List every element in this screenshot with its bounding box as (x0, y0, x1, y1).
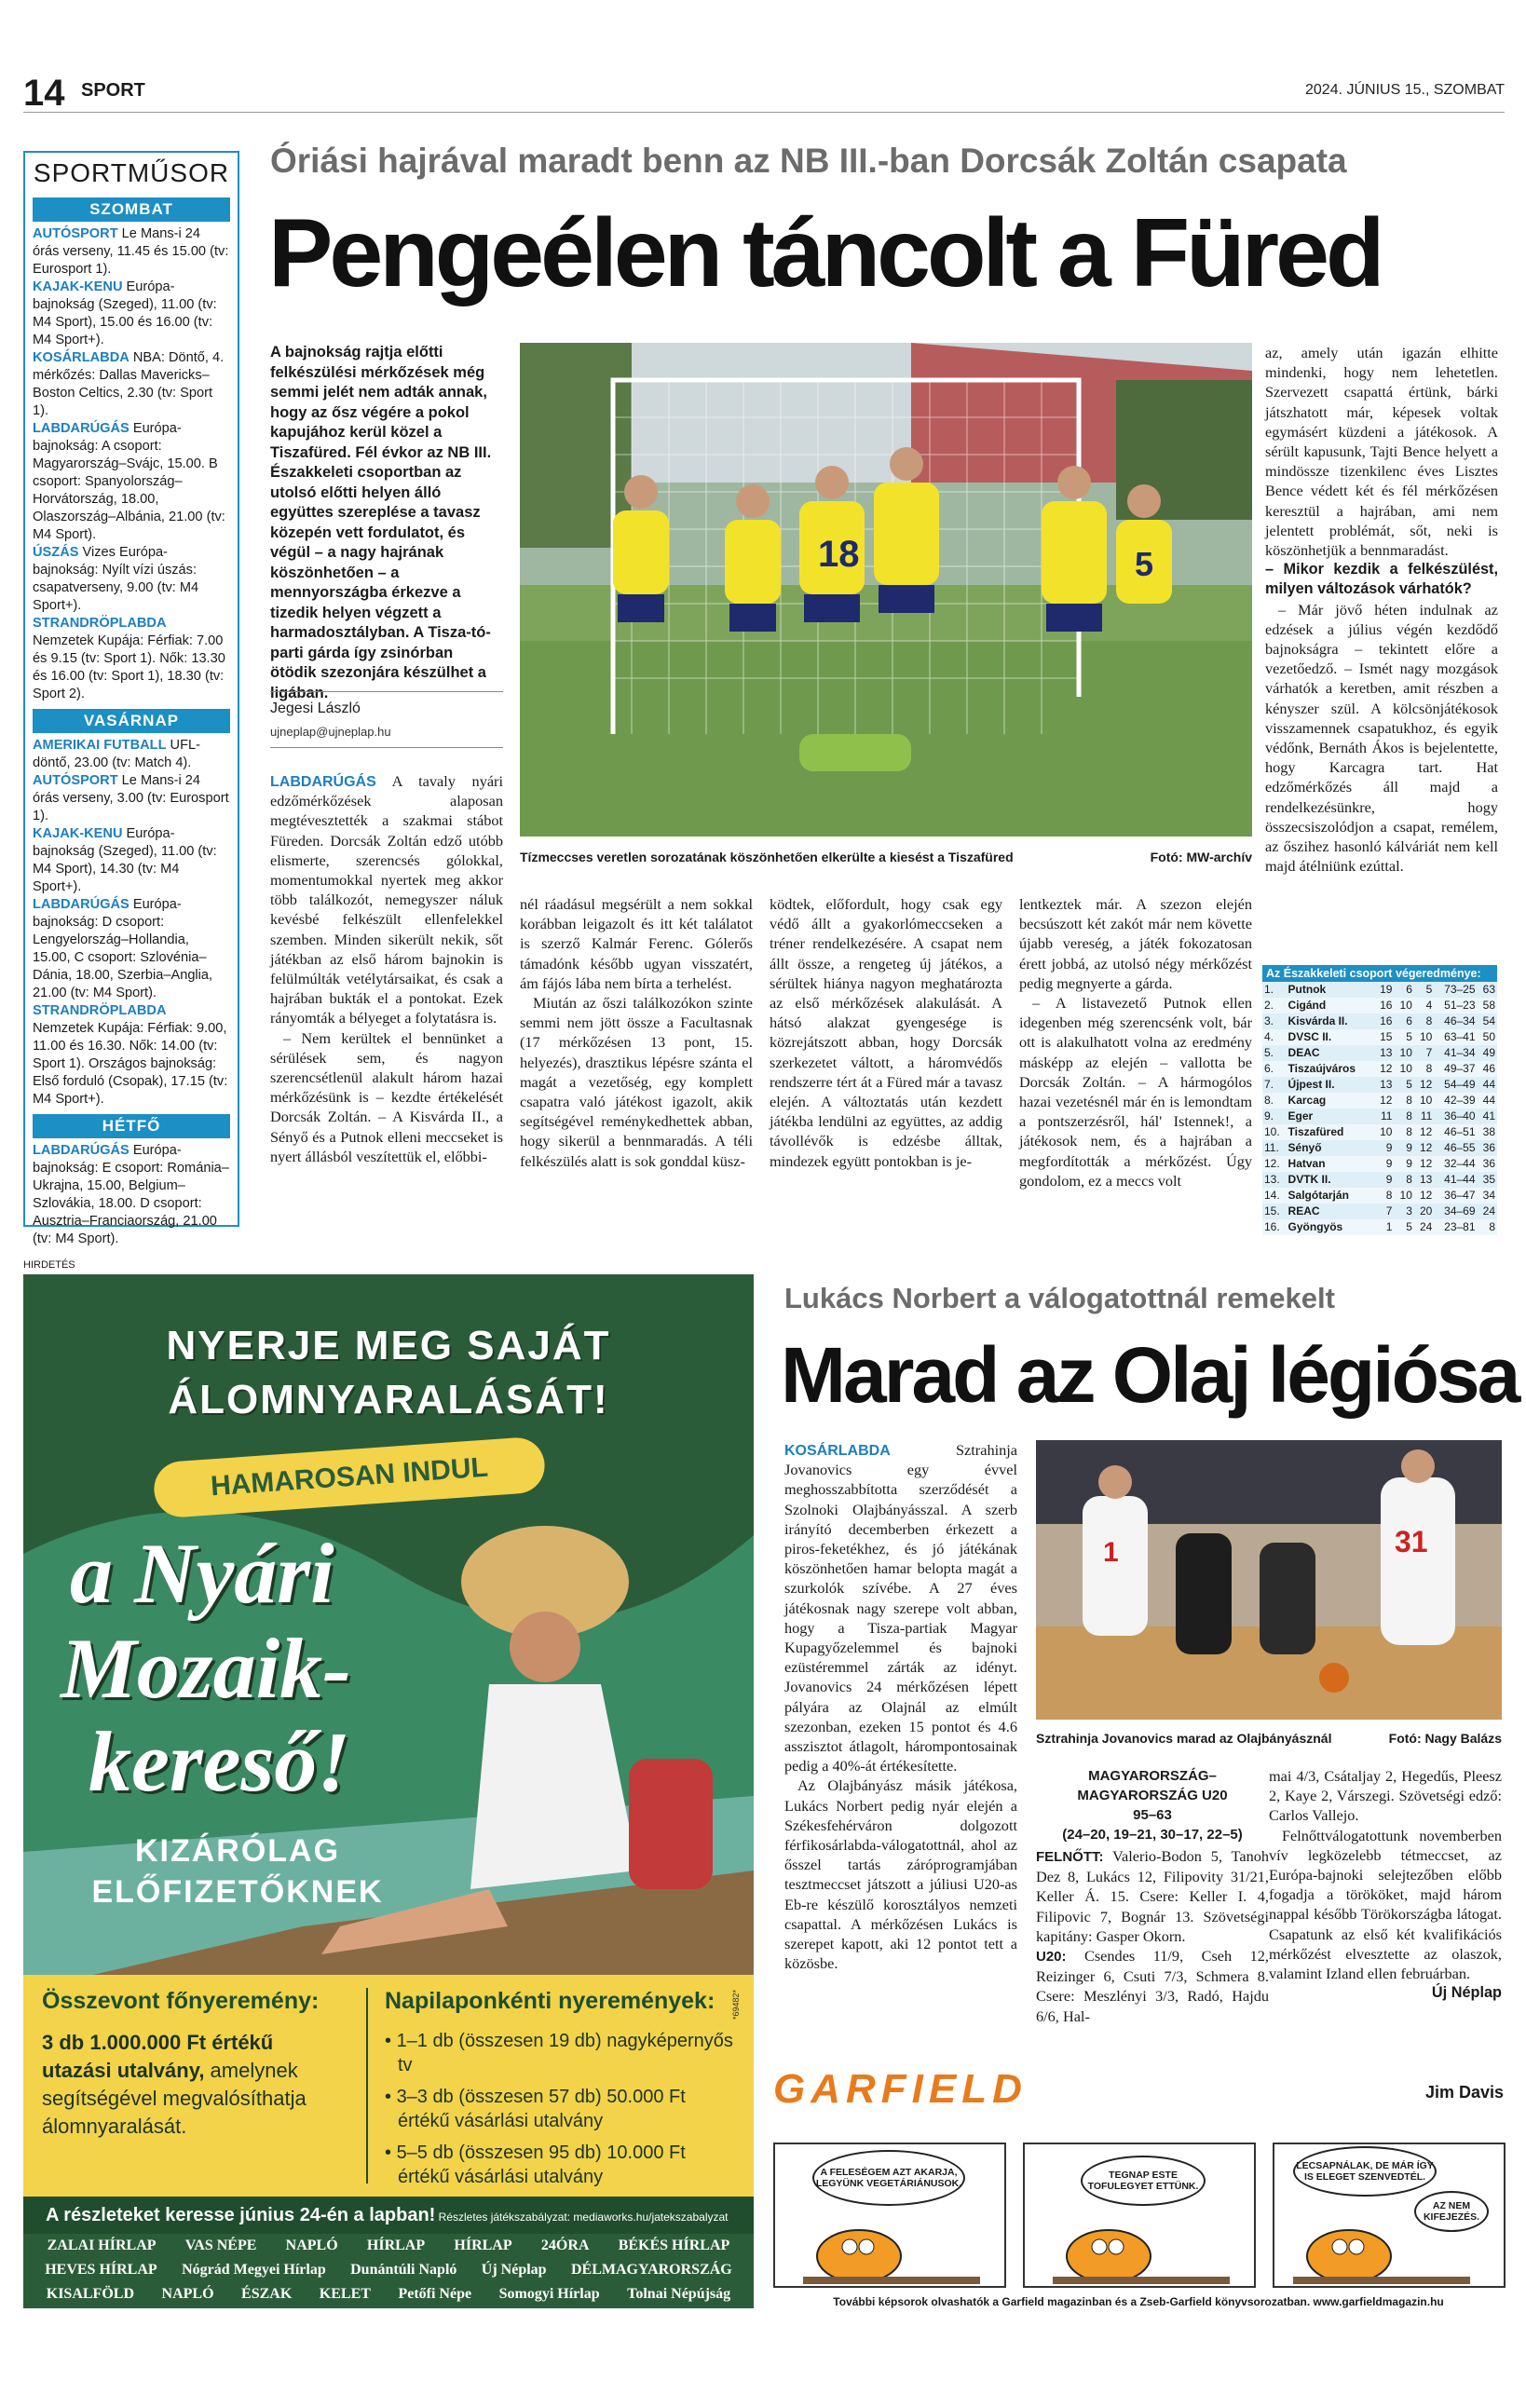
newspaper-logo: 24ÓRA (540, 2238, 590, 2253)
newspaper-logo: KELET (319, 2286, 371, 2302)
standings-row: 6. Tiszaújváros 12 10 8 49–37 46 (1264, 1062, 1495, 1075)
schedule-list (33, 197, 230, 1248)
sport-schedule-box (23, 151, 239, 1246)
standings-row: 5. DEAC 13 10 7 41–34 49 (1264, 1046, 1495, 1059)
sport-schedule-title: SPORTMŰSOR (33, 158, 230, 187)
standings-table (1262, 965, 1497, 1235)
section-name: SPORT (81, 80, 145, 101)
svg-text:5: 5 (1135, 545, 1154, 583)
article1-email[interactable]: ujneplap@ujneplap.hu (270, 725, 391, 739)
speech-bubble-1: A FELESÉGEM AZT AKARJA, LEGYÜNK VEGETÁRIÁNUSOK. (812, 2150, 965, 2206)
ad-main-prize-text: 3 db 1.000.000 Ft értékű utazási utalvány, amelynek segítségével megvalósíthatja álomnyaralását. (42, 2031, 307, 2138)
article1-photo (520, 343, 1252, 837)
svg-text:31: 31 (1395, 1525, 1428, 1558)
newspaper-logo: VAS NÉPE (184, 2238, 257, 2253)
schedule-item: LABDARÚGÁS Európa-bajnokság: D csoport: Lengyelország–Hollandia, 15.00, C csoport: Szlovénia–Dánia, 18.00, Szerbia–Anglia, 21.00 (tv: M4 Sport). (33, 897, 213, 1000)
article2-photo-caption: Sztrahinja Jovanovics marad az Olajbányásznál (1036, 1731, 1332, 1746)
schedule-item: AMERIKAI FUTBALL UFL-döntő, 23.00 (tv: Match 4). (33, 738, 200, 770)
standings-row: 8. Karcag 12 8 10 42–39 44 (1264, 1094, 1495, 1107)
ad-code: *69482* (731, 1989, 741, 2020)
schedule-item: ÚSZÁS Vizes Európa-bajnokság: Nyílt vízi úszás: csapatverseny, 9.00 (tv: M4 Sport+). (33, 545, 199, 613)
ad-script-line3: kereső! (89, 1714, 351, 1809)
ad-headline-line1: NYERJE MEG SAJÁT (166, 1323, 611, 1368)
ad-exclusive-line2: ELŐFIZETŐKNEK (91, 1874, 384, 1910)
ad-label: HIRDETÉS (23, 1259, 75, 1271)
speech-bubble-4: AZ NEM KIFEJEZÉS. (1414, 2191, 1489, 2232)
schedule-day-header: SZOMBAT (33, 197, 230, 222)
ad-badge: HAMAROSAN INDUL (152, 1435, 546, 1518)
standings-row: 1. Putnok 19 6 5 73–25 63 (1264, 983, 1495, 996)
article1-column-4: lentkeztek már. A szezon elején becsúszott két zakót már nem követte újabb vereség, a játék fokozatosan érett jobbá, az utolsó négy mérkőzést pedig megnyerte a gárda. – A listavezető Putnok ellen idegenben még szerencsénk volt, bár ott is alakulhatott volna az eredmény másképp az elején – vallotta be Dorcsák Zoltán. – A hármogólos hazai vezetésnél már én is lemondtam a pontszerzésről, hál' Istennek!, a játékosok nem, és a hajrában a megfordították a mérkőzést. Úgy gondolom, ez a meccs volt (1019, 895, 1252, 1190)
speech-bubble-2: TEGNAP ESTE TOFULEGYET ETTÜNK. (1081, 2156, 1206, 2206)
newspaper-logo: ZALAI HÍRLAP (47, 2238, 157, 2253)
garfield-title: GARFIELD (773, 2066, 1028, 2112)
newspaper-logo: BÉKÉS HÍRLAP (618, 2238, 730, 2253)
standings-row: 7. Újpest II. 13 5 12 54–49 44 (1264, 1078, 1495, 1091)
ad-daily-prize: • 1–1 db (összesen 19 db) nagyképernyős tv (385, 2031, 733, 2075)
ad-script-line1: a Nyári (70, 1526, 334, 1621)
newspaper-logo: Petőfi Népe (398, 2286, 472, 2302)
garfield-comic (773, 2066, 1504, 2318)
newspaper-logo: Dunántúli Napló (350, 2262, 457, 2278)
schedule-item: KAJAK-KENU Európa-bajnokság (Szeged), 11.00 (tv: M4 Sport), 15.00 és 16.00 (tv: M4 Sport+). (33, 279, 217, 347)
article1-section-tag: LABDARÚGÁS (270, 774, 376, 790)
standings-row: 15. REAC 7 3 20 34–69 24 (1264, 1204, 1495, 1218)
standings-row: 12. Hatvan 9 9 12 32–44 36 (1264, 1157, 1495, 1170)
speech-bubble-3: LECSAPNÁLAK, DE MÁR ÍGY IS ELEGET SZENVEDTÉL. (1293, 2146, 1437, 2197)
article1-photo-caption: Tízmeccses veretlen sorozatának köszönhetően elkerülte a kiesést a Tiszafüred (520, 850, 1014, 864)
standings-row: 11. Sényő 9 9 12 46–55 36 (1264, 1141, 1495, 1154)
newspaper-logo: HÍRLAP (366, 2238, 426, 2253)
article2-kicker: Lukács Norbert a válogatottnál remekelt (784, 1282, 1335, 1314)
ad-exclusive-line1: KIZÁRÓLAG (134, 1833, 341, 1869)
article1-author: Jegesi László (270, 701, 361, 716)
standings-row: 9. Eger 11 8 11 36–40 41 (1264, 1109, 1495, 1122)
schedule-item: KOSÁRLABDA NBA: Döntő, 4. mérkőzés: Dallas Mavericks–Boston Celtics, 2.30 (tv: Sport 1). (33, 350, 225, 418)
newspaper-logo: Új Néplap (481, 2262, 547, 2278)
garfield-cat-icon-2 (1293, 2210, 1470, 2284)
standings-row: 14. Salgótarján 8 10 12 36–47 34 (1264, 1189, 1495, 1202)
article2-column-3: mai 4/3, Csátaljay 2, Hegedűs, Pleesz 2, Kaye 2, Várszegi. Szövetségi edző: Carlos Vallejo. Felnőttválogatottunk novemberben vív legközelebb tétmeccset, az Európa-bajnoki selejtezőben előbb fogadja a törököket, majd három nappal később Törökországba látogat. Csapatunk az első két kvalifikációs mérkőzést elvesztette az olaszok, valamint Izland ellen februárban. Új Néplap (1269, 1766, 1502, 2003)
standings-row: 3. Kisvárda II. 16 6 8 46–34 54 (1264, 1014, 1495, 1027)
page-number: 14 (23, 73, 65, 114)
schedule-item: LABDARÚGÁS Európa-bajnokság: A csoport: Magyarország–Svájc, 15.00. B csoport: Spanyolország–Horvátország, 18.00, Olaszország–Albánia, 21.00 (tv: M4 Sport). (33, 421, 225, 542)
article1-headline: Pengeélen táncolt a Füred (268, 199, 1382, 307)
article1-column-2: nél ráadásul megsérült a nem sokkal korábban leigazolt és itt két találatot is szerző Kalmár Ferenc. Gólerős támadónk később ugyan visszatért, ám fájós lába nem bírta a terhelést. Miután az őszi találkozókon szinte semmi nem jött össze a Facultasnak (17 mérkőzésen 13 pont, 15. helyezés), drasztikus lépésre szánta el magát a vezetőség, egy komplett csapatra való játékost igazolt, akik segítségével reménykedhettek abban, hogy sikerül a bennmaradás. A téli felkészülés alatt is sok gonddal küsz- (520, 895, 753, 1170)
schedule-item: LABDARÚGÁS Európa-bajnokság: E csoport: Románia–Ukrajna, 15.00, Belgium–Szlovákia, 18.00. D csoport: Ausztria–Franciaország, 21.00 (tv: M4 Sport). (33, 1143, 229, 1246)
result-title-2: MAGYARORSZÁG U20 (1077, 1788, 1228, 1803)
ad-daily-prize: • 3–3 db (összesen 57 db) 50.000 Ft értékű vásárlási utalvány (385, 2087, 686, 2131)
article2-headline: Marad az Olaj légiósa (781, 1331, 1519, 1419)
comic-panel-1 (773, 2143, 1006, 2288)
result-score: 95–63 (1133, 1807, 1172, 1823)
garfield-cat-icon (803, 2210, 980, 2284)
newspaper-logo: DÉLMAGYARORSZÁG (570, 2262, 732, 2278)
standings-row: 4. DVSC II. 15 5 10 63–41 50 (1264, 1030, 1495, 1043)
article1-lead: A bajnokság rajtja előtti felkészülési mérkőzések még semmi jelét nem adták annak, hogy az ősz végére a pokol kapujához kerül közel a Tiszafüred. Fél évkor az NB III. Északkeleti csoportban az utolsó előtti helyen álló együttes szereplése a tavasz közepén vett fordulatot, és végül – a nagy hajrának köszönhetően – a mennyországba érkezve a tizedik helyen végzett a harmadosztályban. A Tisza-tó-parti gárda így zsinórban ötödik szezonjára készülhet a ligában. (270, 344, 492, 701)
ad-footer-bar: A részleteket keresse június 24-én a lapban! Részletes játékszabályzat: mediaworks.hu/jatekszabalyzat (23, 2197, 754, 2234)
article2-photo-credit: Fotó: Nagy Balázs (1388, 1731, 1502, 1746)
ad-daily-prize: • 5–5 db (összesen 95 db) 10.000 Ft értékű vásárlási utalvány (385, 2143, 686, 2187)
newspaper-logo: Nógrád Megyei Hírlap (182, 2262, 326, 2278)
schedule-day-header: HÉTFŐ (33, 1114, 230, 1138)
article2-photo (1036, 1440, 1502, 1720)
garfield-author: Jim Davis (1424, 2083, 1504, 2102)
newspaper-logos (23, 2234, 754, 2308)
issue-date: 2024. JÚNIUS 15., SZOMBAT (1305, 82, 1505, 98)
standings-row: 16. Gyöngyös 1 5 24 23–81 8 (1264, 1220, 1495, 1233)
schedule-item: STRANDRÖPLABDA Nemzetek Kupája: Férfiak: 9.00, 11.00 és 16.30. Nők: 14.00 (tv: Sport 1). Országos bajnokság: Első forduló (Csopak), 17.15 (tv: M4 Sport+). (33, 1003, 228, 1107)
newspaper-logo-row (23, 2234, 754, 2258)
result-title-1: MAGYARORSZÁG– (1088, 1768, 1217, 1784)
svg-text:18: 18 (818, 534, 860, 575)
schedule-item: AUTÓSPORT Le Mans-i 24 órás verseny, 11.45 és 15.00 (tv: Eurosport 1). (33, 226, 229, 277)
newspaper-logo: Tolnai Népújság (627, 2286, 731, 2302)
newspaper-logo-row (23, 2258, 754, 2282)
comic-panel-3 (1273, 2143, 1506, 2288)
ad-prize-panel (23, 1975, 754, 2197)
ad-script-line2: Mozaik- (61, 1621, 351, 1716)
ad-daily-list (385, 2029, 739, 2197)
svg-text:1: 1 (1103, 1537, 1119, 1568)
newspaper-logo-row (23, 2282, 754, 2306)
garfield-footer: További képsorok olvashatók a Garfield magazinban és a Zseb-Garfield könyvsorozatban. www.garfieldmagazin.hu (833, 2295, 1444, 2308)
advertisement[interactable] (23, 1274, 754, 2308)
article2-result-box: MAGYARORSZÁG– MAGYARORSZÁG U20 95–63 (24–20, 19–21, 30–17, 22–5) FELNŐTT: Valerio-Bodon 5, Tanoh Dez 8, Lukács 12, Filipovity 31/21, Keller Á. 15. Csere: Keller I. 4, Filipovic 7, Bognár 13. Szövetségi kapitány: Gasper Okorn. U20: Csendes 11/9, Cseh 12, Reizinger 6, Csuti 7/3, Schmera 8. Csere: Meszlényi 3/3, Radó, Hajdu 6/6, Hal- (1036, 1768, 1269, 2025)
ad-headline-line2: ÁLOMNYARALÁSÁT! (168, 1377, 609, 1422)
newspaper-logo: Somogyi Hírlap (498, 2286, 600, 2302)
comic-panel-2 (1023, 2143, 1256, 2288)
article1-column-5: az, amely után igazán elhitte mindenki, hogy nem lehetetlen. Szervezett csapattá értünk, bárki játszhatott már, képesek voltak egymásért küzdeni a játékosok. A sérült kapusunk, Tajti Bence helyett a mindössze tizenkilenc éves Lisztes Bence védett két és fél mérkőzésen keresztül a hajrában, ami nem jelentett problémát, sőt, neki is köszönhetjük a bennmaradást. – Mikor kezdik a felkészülést, milyen változások várhatók? – Már jövő héten indulnak az edzések a július végén kezdődő bajnokságra – tekintett előre a vezetőedző. – Ismét nagy mozgások várhatók a keretben, amit részben a kényszer szül. A kölcsönjátékosok visszamennek csapatukhoz, és egyik védőnk, Bernáth Ákos is bejelentette, hogy Karcagra tart. Hat edzőmérkőzés áll majd a rendelkezésünkre, hogy összecsiszolódjon a csapat, remélem, az őszihez hasonló kálváriát nem kell majd átélniünk ezúttal. (1265, 344, 1498, 876)
schedule-day-header: VASÁRNAP (33, 709, 230, 733)
standings-title: Az Északkeleti csoport végeredménye: (1262, 965, 1497, 982)
newspaper-logo: HÍRLAP (454, 2238, 512, 2253)
standings-row: 10. Tiszafüred 10 8 12 46–51 38 (1264, 1125, 1495, 1138)
standings-row: 2. Cigánd 16 10 4 51–23 58 (1264, 999, 1495, 1012)
jon-and-garfield-icon (1053, 2210, 1230, 2284)
newspaper-logo: NAPLÓ (285, 2238, 338, 2253)
ad-main-prize-title: Összevont főnyeremény: (42, 1988, 320, 2014)
page-header (23, 75, 1505, 113)
schedule-item: AUTÓSPORT Le Mans-i 24 órás verseny, 3.00 (tv: Eurosport 1). (33, 773, 229, 823)
newspaper-logo: HEVES HÍRLAP (45, 2262, 157, 2278)
article2-column-1: KOSÁRLABDA Sztrahinja Jovanovics egy évvel meghosszabbította szerződését a Szolnoki Olajbányásszal. A szerb irányító decemberben érkezett a piros-feketékhez, és jó játékának köszönhetően hamar belopta magát a szurkolók szívébe. A 27 éves játékosnak nagy szerepe volt abban, hogy a Tisza-partiak Magyar Kupagyőzelemmel és bajnoki ezüstéremmel zárták az idényt. Jovanovics 24 mérkőzésen lépett pályára az Olajnál az elmúlt szezonban, ezeken 15 pontot és 4.6 asszisztot átlagolt, hárompontosainak pedig a 40%-át értékesítette. Az Olajbányász másik játékosa, Lukács Norbert pedig nyár elején a Székesfehérváron dolgozott férfikosárlabda-válogatottnál, ahol az ősszel tartás záróprogramjában tesztmeccset játszott a júliusi U20-as Eb-re készülő korosztályos nemzeti csapattal. A mérkőzésen Lukács is szerepet kapott, aki 12 pontot tett a közösbe. (784, 1441, 1017, 1973)
newspaper-logo: ÉSZAK (241, 2286, 293, 2302)
article1-column-3: ködtek, előfordult, hogy csak egy védő állt a gyakorlómeccseken a tréner rendelkezésére. A csapat nem állt össze, a rengeteg új játékos, a sérültek hiánya nagyon meghatározta az első mérkőzések alakulását. A hátsó alakzat gyengesége is közrejátszott abban, hogy Dorcsák szerkezetet váltott, a háromvédős rendszerre tért át a Füred már a tavasz elején. A változtatás után kezdett játékba lendülni az együttes, az addig távollévők is edzésbe álltak, mindezek együtt pontokban is je- (770, 895, 1002, 1170)
article2-signature: Új Néplap (1431, 1984, 1502, 2002)
basketball-game-image (1036, 1440, 1502, 1720)
newspaper-logo: NAPLÓ (161, 2286, 214, 2302)
newspaper-logo: KISALFÖLD (46, 2286, 134, 2302)
football-celebration-image (520, 343, 1252, 837)
schedule-item: KAJAK-KENU Európa-bajnokság (Szeged), 11.00 (tv: M4 Sport), 14.30 (tv: M4 Sport+). (33, 826, 217, 894)
result-quarters: (24–20, 19–21, 30–17, 22–5) (1062, 1827, 1243, 1843)
standings-row: 13. DVTK II. 9 8 13 41–44 35 (1264, 1173, 1495, 1186)
article1-kicker: Óriási hajrával maradt benn az NB III.-ban Dorcsák Zoltán csapata (270, 142, 1347, 180)
ad-daily-title: Napilaponkénti nyeremények: (385, 1988, 715, 2014)
article1-column-1: LABDARÚGÁS A tavaly nyári edzőmérkőzések alaposan megtévesztették a szakmai stábot Füreden. Dorcsák Zoltán edző utóbb elismerte, szerencsés gólokkal, momentumokkal nyertek meg akkor több találkozót, nemegyszer náluk kevésbé felkészült ellenfelekkel szemben. Minden sikerült nekik, sőt játékban az első három bajnokin is felülmúlták vetélytársaikat, és csak a hajrában bukták el a pontokat. Ezek rányomták a bélyeget a folytatásra is. – Nem kerültek el bennünket a sérülések sem, és nagyon szerencsétlenül alakult három hazai mérkőzésünk is – kezdte értékelését Dorcsák Zoltán. – A Kisvárda II., a Sényő és a Putnok elleni meccseket is nyert állásból veszítettük el, előbbi- (270, 772, 504, 1165)
article2-section-tag: KOSÁRLABDA (784, 1443, 891, 1459)
article1-photo-credit: Fotó: MW-archív (1150, 850, 1252, 864)
schedule-item: STRANDRÖPLABDA Nemzetek Kupája: Férfiak: 7.00 és 9.15 (tv: Sport 1). Nők: 13.30 és 16.00 (tv: Sport 1), 18.30 (tv: Sport 2). (33, 616, 225, 701)
